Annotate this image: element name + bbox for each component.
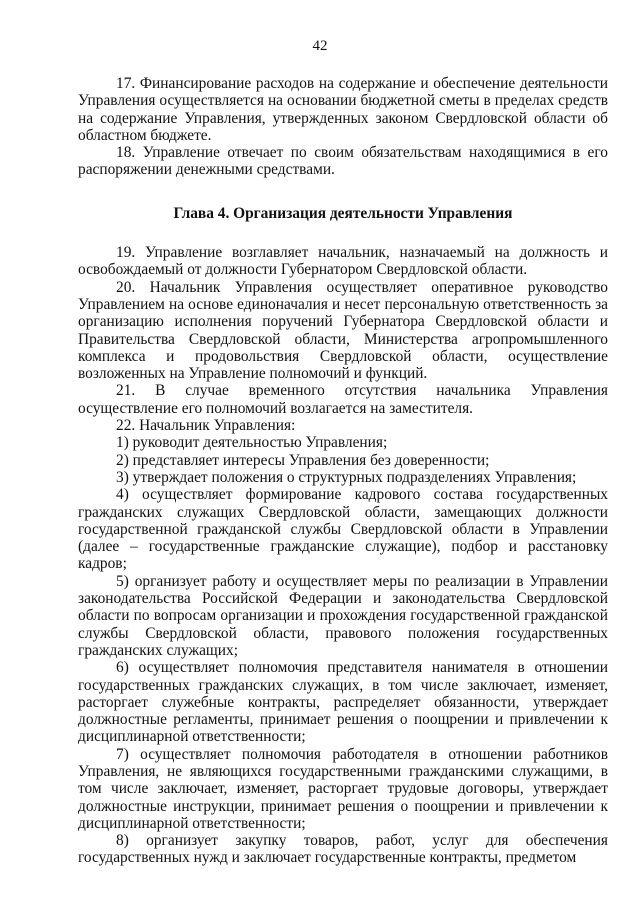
document-body [78,75,608,867]
paragraph-21: 21. В случае временного отсутствия начальника Управления осуществление его полномочий возлагается на заместителя. [78,382,608,417]
paragraph-19: 19. Управление возглавляет начальник, назначаемый на должность и освобождаемый от должности Губернатором Свердловской области. [78,244,608,279]
list-item-4: 4) осуществляет формирование кадрового состава государственных гражданских служащих Свердловской области, замещающих должности государственной гражданской службы Свердловской области в Управлении (далее – государственные гражданские служащие), подбор и расстановку кадров; [78,486,608,573]
paragraph-20: 20. Начальник Управления осуществляет оперативное руководство Управлением на основе единоначалия и несет персональную ответственность за организацию исполнения поручений Губернатора Свердловской области и Правительства Свердловской области, Министерства агропромышленного комплекса и продовольствия Свердловской области, осуществление возложенных на Управление полномочий и функций. [78,278,608,383]
chapter-heading: Глава 4. Организация деятельности Управления [173,204,513,222]
list-item-5: 5) организует работу и осуществляет меры по реализации в Управлении законодательства Российской Федерации и законодательства Свердловской области по вопросам организации и прохождения государственной гражданской службы Свердловской области, правового положения государственных гражданских служащих; [78,572,608,659]
paragraph-22: 22. Начальник Управления: [116,417,296,435]
list-item-6: 6) осуществляет полномочия представителя нанимателя в отношении государственных гражданских служащих, в том числе заключает, изменяет, расторгает служебные контракты, распределяет обязанности, утверждает должностные регламенты, принимает решения о поощрении и привлечении к дисциплинарной ответственности; [78,659,608,746]
list-item-1: 1) руководит деятельностью Управления; [116,434,388,452]
paragraph-17: 17. Финансирование расходов на содержание и обеспечение деятельности Управления осуществляется на основании бюджетной сметы в пределах средств на содержание Управления, утвержденных законом Свердловской области об областном бюджете. [78,75,608,144]
list-item-3: 3) утверждает положения о структурных подразделениях Управления; [116,468,577,486]
paragraph-18: 18. Управление отвечает по своим обязательствам находящимися в его распоряжении денежными средствами. [78,144,608,179]
list-item-7: 7) осуществляет полномочия работодателя в отношении работников Управления, не являющихся государственными гражданскими служащими, в том числе заключает, изменяет, расторгает трудовые договоры, утверждает должностные инструкции, принимает решения о поощрении и привлечении к дисциплинарной ответственности; [78,745,608,832]
page-number: 42 [312,38,328,54]
list-item-2: 2) представляет интересы Управления без доверенности; [116,451,490,469]
list-item-8: 8) организует закупку товаров, работ, услуг для обеспечения государственных нужд и заключает государственные контракты, предметом [78,832,608,867]
